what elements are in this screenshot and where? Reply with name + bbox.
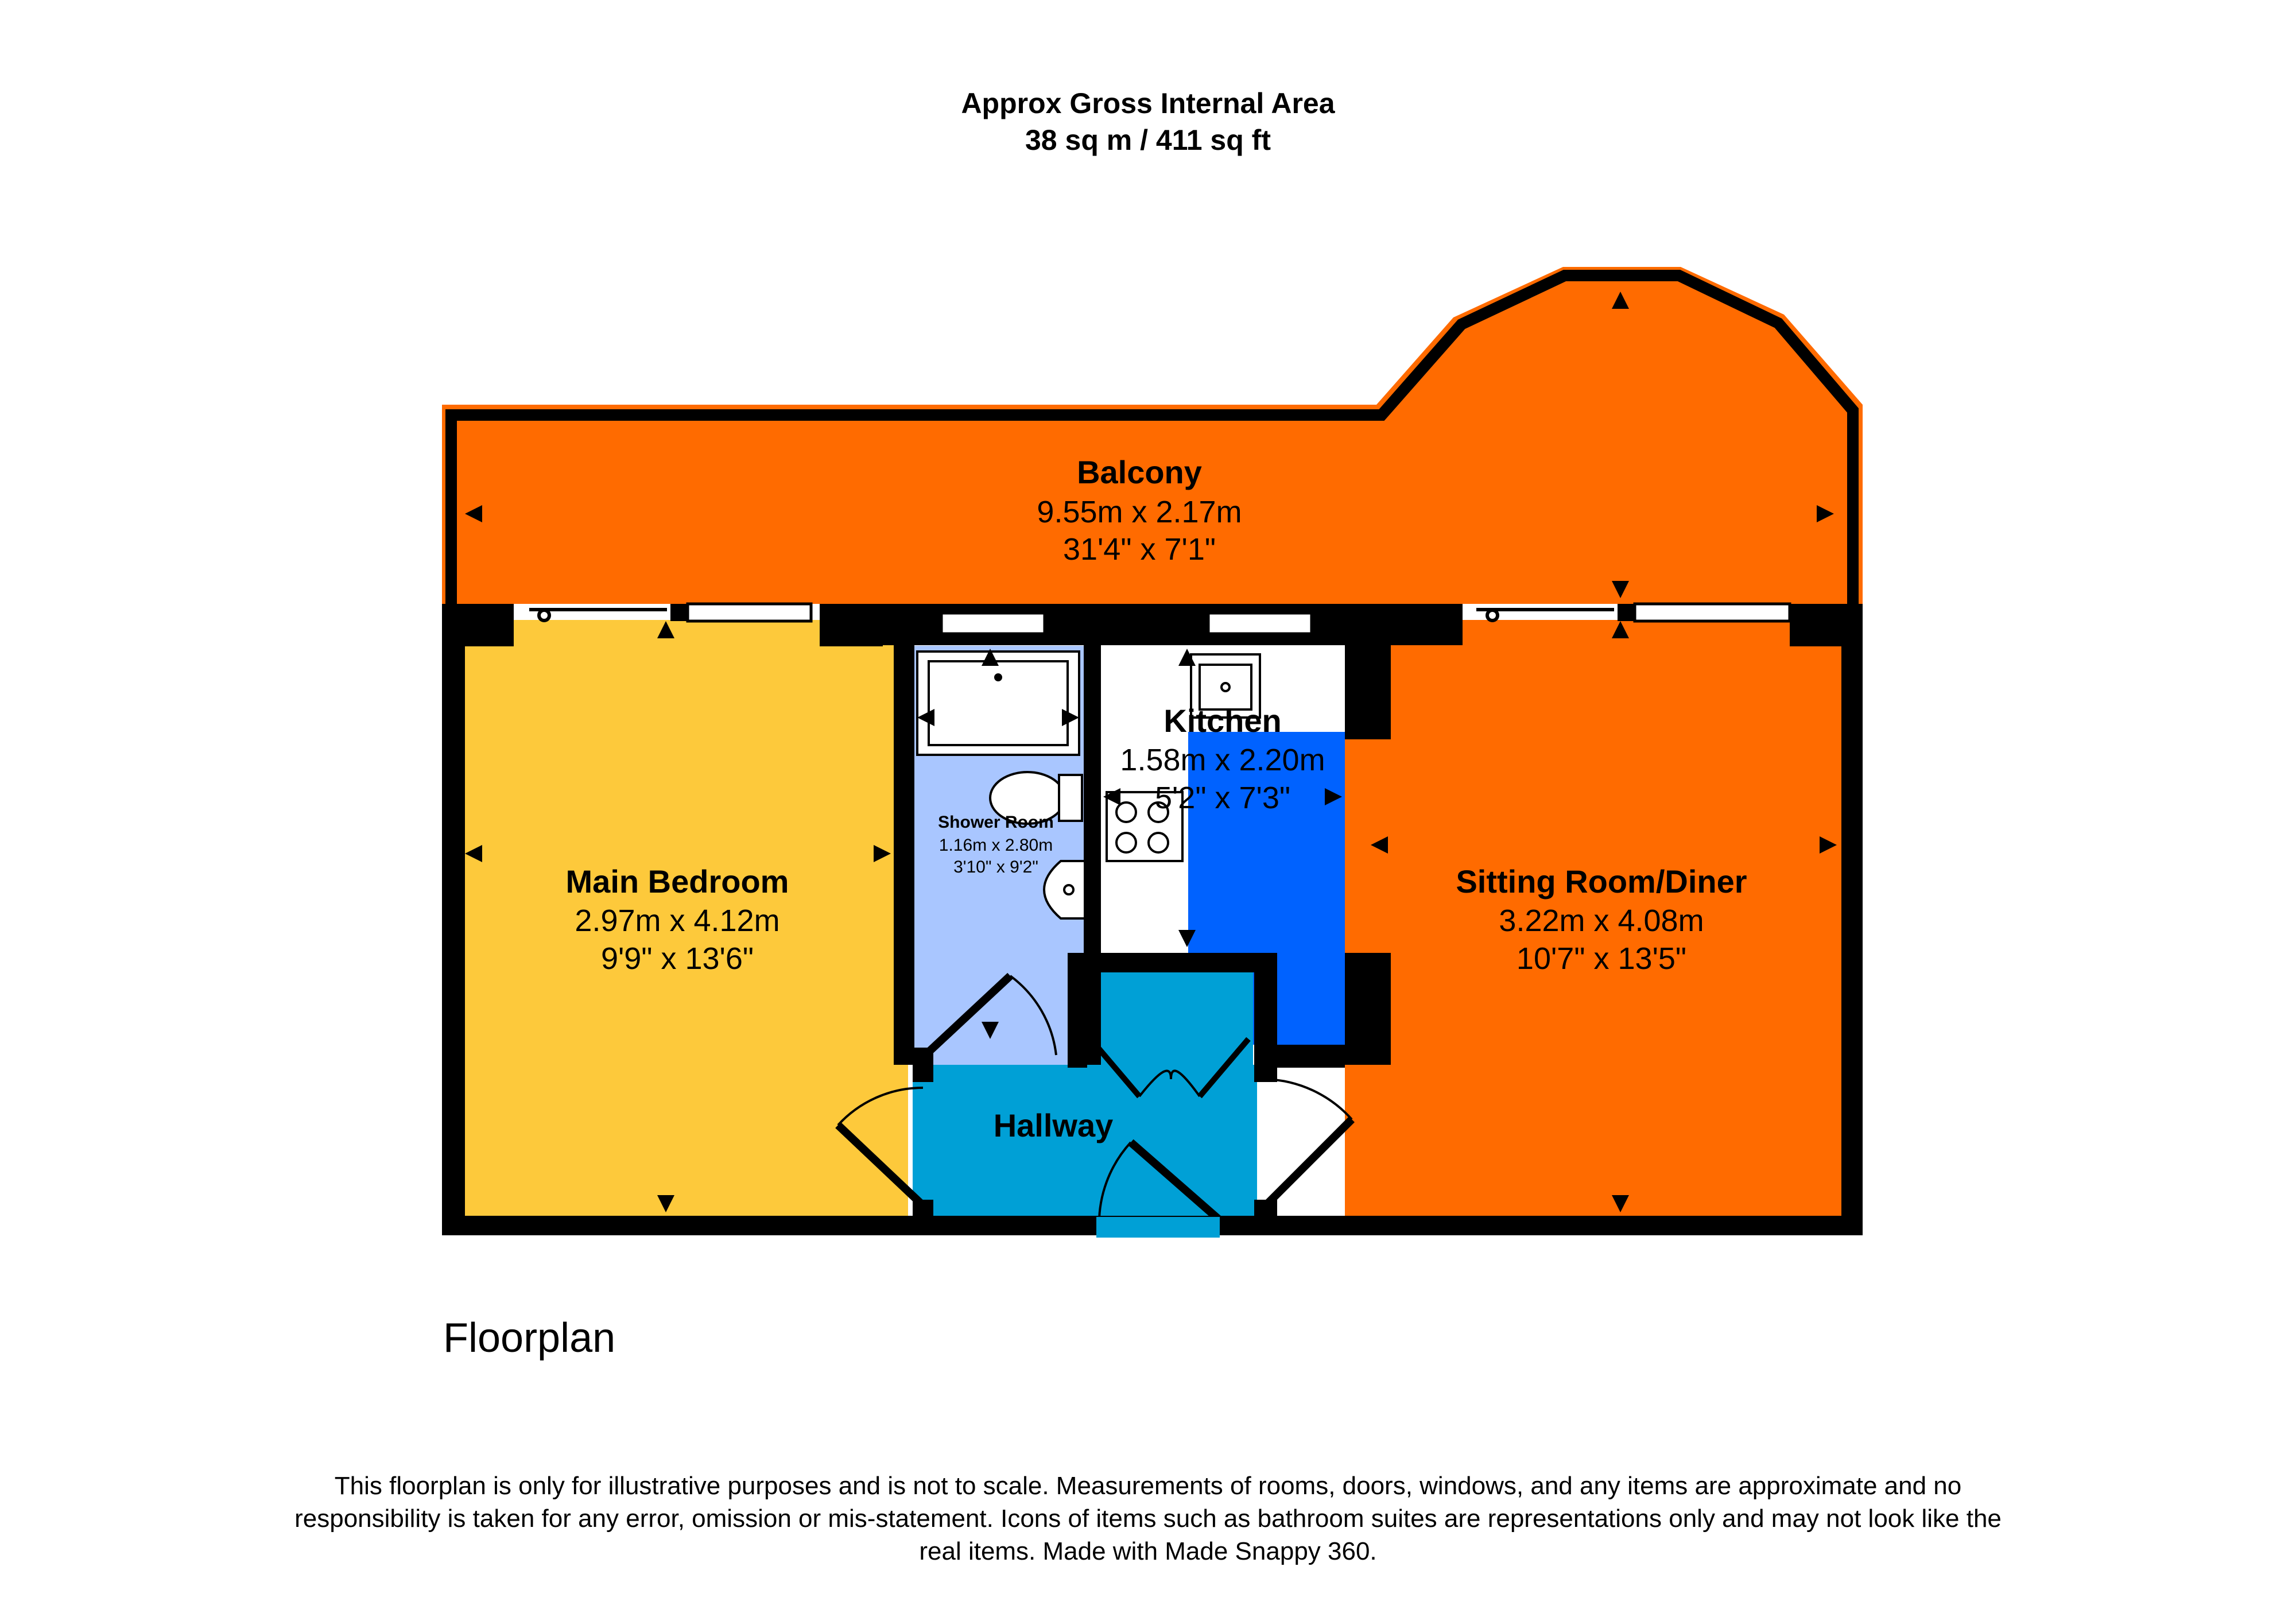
- wall-top-segment-7: [1790, 604, 1863, 646]
- balcony-imperial: 31'4" x 7'1": [1062, 532, 1216, 567]
- kitchen-metric: 1.58m x 2.20m: [1120, 743, 1325, 777]
- shower-room-imperial: 3'10" x 9'2": [953, 858, 1038, 877]
- disclaimer-text: This floorplan is only for illustrative purposes and is not to scale. Measurements of rooms, doors, windows, and any items are approximate and no responsibility is taken for any error, omission or mis-statement. Icons of items such as bathroom suites are representations only and may not look like the real items. Made with Made Snappy 360.: [294, 1472, 2002, 1565]
- wall-kitchen-bottom: [1068, 953, 1277, 972]
- wall-kitchen-blue-bottom: [1277, 1045, 1345, 1068]
- area-value: 38 sq m / 411 sq ft: [1025, 124, 1271, 156]
- window-shower: [941, 613, 1045, 634]
- area-title: Approx Gross Internal Area: [961, 87, 1335, 119]
- wall-bedroom-right: [894, 643, 914, 1065]
- main-bedroom-metric: 2.97m x 4.12m: [575, 904, 780, 938]
- wall-kitchen-right-upper: [1345, 643, 1391, 739]
- hallway-name: Hallway: [993, 1107, 1114, 1143]
- shower-room-metric: 1.16m x 2.80m: [938, 836, 1053, 855]
- sitting-room-metric: 3.22m x 4.08m: [1499, 904, 1704, 938]
- wall-top-segment-2: [670, 604, 688, 621]
- front-door-opening: [1096, 1217, 1220, 1238]
- wall-outer-left: [442, 604, 465, 1235]
- plan-title: Floorplan: [443, 1315, 616, 1361]
- door-sitting-swing: [1266, 1079, 1352, 1119]
- wall-top-segment-1: [442, 604, 514, 646]
- wall-top-segment-6: [1618, 604, 1635, 621]
- label-shower-room: [938, 813, 1054, 877]
- wall-top-segment-3: [820, 604, 883, 646]
- kitchen-name: Kitchen: [1163, 703, 1282, 739]
- wall-top-segment-5: [1457, 604, 1463, 645]
- main-bedroom-name: Main Bedroom: [565, 863, 789, 899]
- wall-outer-right: [1841, 604, 1863, 1235]
- kitchen-imperial: 5'2" x 7'3": [1154, 781, 1291, 815]
- wall-hall-upper-left: [1068, 953, 1087, 1068]
- shower-room-name: Shower Room: [938, 813, 1054, 832]
- balcony-metric: 9.55m x 2.17m: [1037, 495, 1242, 529]
- main-bedroom-imperial: 9'9" x 13'6": [600, 941, 754, 976]
- toilet-cistern: [1059, 775, 1082, 821]
- sitting-room-name: Sitting Room/Diner: [1456, 863, 1747, 899]
- window-sitting-right: [1635, 604, 1790, 621]
- sitting-room-imperial: 10'7" x 13'5": [1516, 941, 1687, 976]
- wall-kitchen-right-lower: [1345, 953, 1391, 1065]
- window-kitchen: [1208, 613, 1312, 634]
- balcony-name: Balcony: [1077, 454, 1202, 490]
- wall-hall-stub-right: [1254, 1048, 1277, 1082]
- door-sitting-leaf: [1266, 1119, 1352, 1205]
- hallway-upper-fill: [1084, 970, 1253, 1068]
- window-bedroom: [688, 604, 811, 621]
